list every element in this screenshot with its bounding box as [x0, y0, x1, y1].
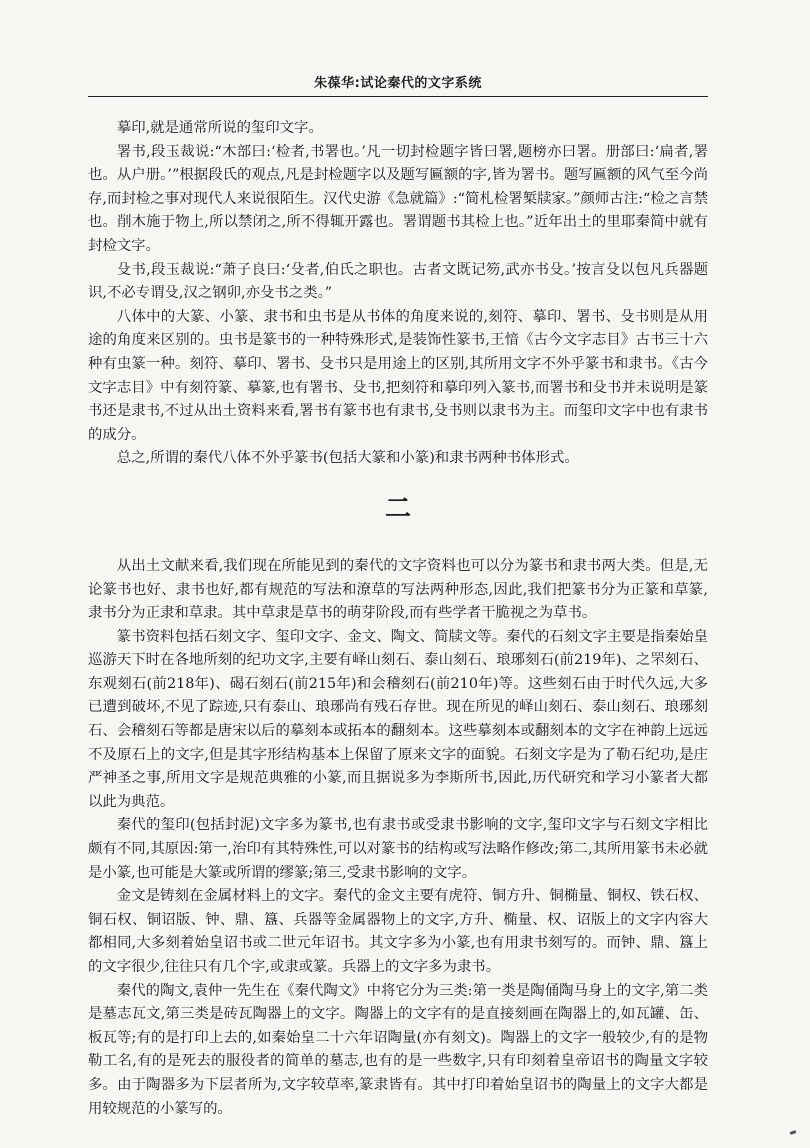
paragraph-shushu: 署书,段玉裁说:“木部曰:‘检者,书署也。’凡一切封检题字皆曰署,题榜亦曰署。册部曰:‘扁者,署也。从户册。’”根据段氏的观点,凡是封检题字以及题写匾额的字,皆为署书。题写匾额的风气至今尚存,而封检之事对现代人来说很陌生。汉代史游《急就篇》:“简札检署椠牍家。”颜师古注:“检之言禁也。削木施于物上,所以禁闭之,所不得辄开露也。署谓题书其检上也。”近年出土的里耶秦简中就有封检文字。: [88, 143, 708, 254]
paragraph-moyin: 摹印,就是通常所说的玺印文字。: [116, 120, 323, 136]
paragraph-excavated-texts: 从出土文献来看,我们现在所能见到的秦代的文字资料也可以分为篆书和隶书两大类。但是,无论篆书也好、隶书也好,都有规范的写法和潦草的写法两种形态,因此,我们把篆书分为正篆和草篆,隶书分为正隶和草隶。其中草隶是草书的萌芽阶段,而有些学者干脆视之为草书。: [88, 557, 708, 622]
paragraph-summary: 总之,所谓的秦代八体不外乎篆书(包括大篆和小篆)和隶书两种书体形式。: [116, 450, 579, 467]
paragraph-pottery-texts: 秦代的陶文,袁仲一先生在《秦代陶文》中将它分为三类:第一类是陶俑陶马身上的文字,第二类是墓志瓦文,第三类是砖瓦陶器上的文字。陶器上的文字有的是直接刻画在陶器上的,如瓦罐、缶、板瓦等;有的是打印上去的,如秦始皇二十六年诏陶量(亦有刻文)。陶器上的文字一般较少,有的是物勒工名,有的是死去的服役者的简单的墓志,也有的是一些数字,只有印刻着皇帝诏书的陶量文字较多。由于陶器多为下层者所为,文字较草率,篆隶皆有。其中打印着始皇诏书的陶量上的文字大都是用较规范的小篆写的。: [88, 982, 708, 1117]
paragraph-shushu-weapons: 殳书,段玉裁说:“萧子良曰:‘殳者,伯氏之职也。古者文既记笏,武亦书殳。’按言殳以包凡兵器题识,不必专谓殳,汉之钢卯,亦殳书之类。”: [88, 261, 708, 302]
paragraph-bronze-texts: 金文是铸刻在金属材料上的文字。秦代的金文主要有虎符、铜方升、铜椭量、铜权、铁石权、铜石权、铜诏版、钟、鼎、簋、兵器等金属器物上的文字,方升、椭量、权、诏版上的文字内容大都相同,大多刻着始皇诏书或二世元年诏书。其文字多为小篆,也有用隶书刻写的。而钟、鼎、簋上的文字很少,往往只有几个字,或隶或篆。兵器上的文字多为隶书。: [88, 888, 708, 975]
paragraph-stone-inscriptions: 篆书资料包括石刻文字、玺印文字、金文、陶文、简牍文等。秦代的石刻文字主要是指秦始皇巡游天下时在各地所刻的纪功文字,主要有峄山刻石、泰山刻石、琅琊刻石(前219年)、之罘刻石、东观刻石(前218年)、碣石刻石(前215年)和会稽刻石(前210年)等。这些刻石由于时代久远,大多已遭到破坏,不见了踪迹,只有泰山、琅琊尚有残石存世。现在所见的峄山刻石、泰山刻石、琅琊刻石、会稽刻石等都是唐宋以后的摹刻本或拓本的翻刻本。这些摹刻本或翻刻本的文字在神韵上远远不及原石上的文字,但是其字形结构基本上保留了原来文字的面貌。石刻文字是为了勒石纪功,是庄严神圣之事,所用文字是规范典雅的小篆,而且据说多为李斯所书,因此,历代研究和学习小篆者大都以此为典范。: [88, 628, 708, 810]
paragraph-seal-texts: 秦代的玺印(包括封泥)文字多为篆书,也有隶书或受隶书影响的文字,玺印文字与石刻文字相比颇有不同,其原因:第一,治印有其特殊性,可以对篆书的结构或写法略作修改;第二,其所用篆书未必就是小篆,也可能是大篆或所谓的缪篆;第三,受隶书影响的文字。: [88, 817, 708, 881]
scan-speck: [790, 1130, 797, 1135]
body-text: [88, 117, 708, 1121]
document-page: [88, 72, 708, 1121]
running-header: 朱葆华:试论秦代的文字系统: [88, 72, 708, 97]
section-heading: 二: [384, 493, 411, 524]
paragraph-eight-scripts: 八体中的大篆、小篆、隶书和虫书是从书体的角度来说的,刻符、摹印、署书、殳书则是从用途的角度来区别的。虫书是篆书的一种特殊形式,是装饰性篆书,王愔《古今文字志目》古书三十六种有虫篆一种。刻符、摹印、署书、殳书只是用途上的区别,其所用文字不外乎篆书和隶书。《古今文字志目》中有刻符篆、摹篆,也有署书、殳书,把刻符和摹印列入篆书,而署书和殳书并未说明是篆书还是隶书,不过从出土资料来看,署书有篆书也有隶书,殳书则以隶书为主。而玺印文字中也有隶书的成分。: [88, 308, 708, 443]
